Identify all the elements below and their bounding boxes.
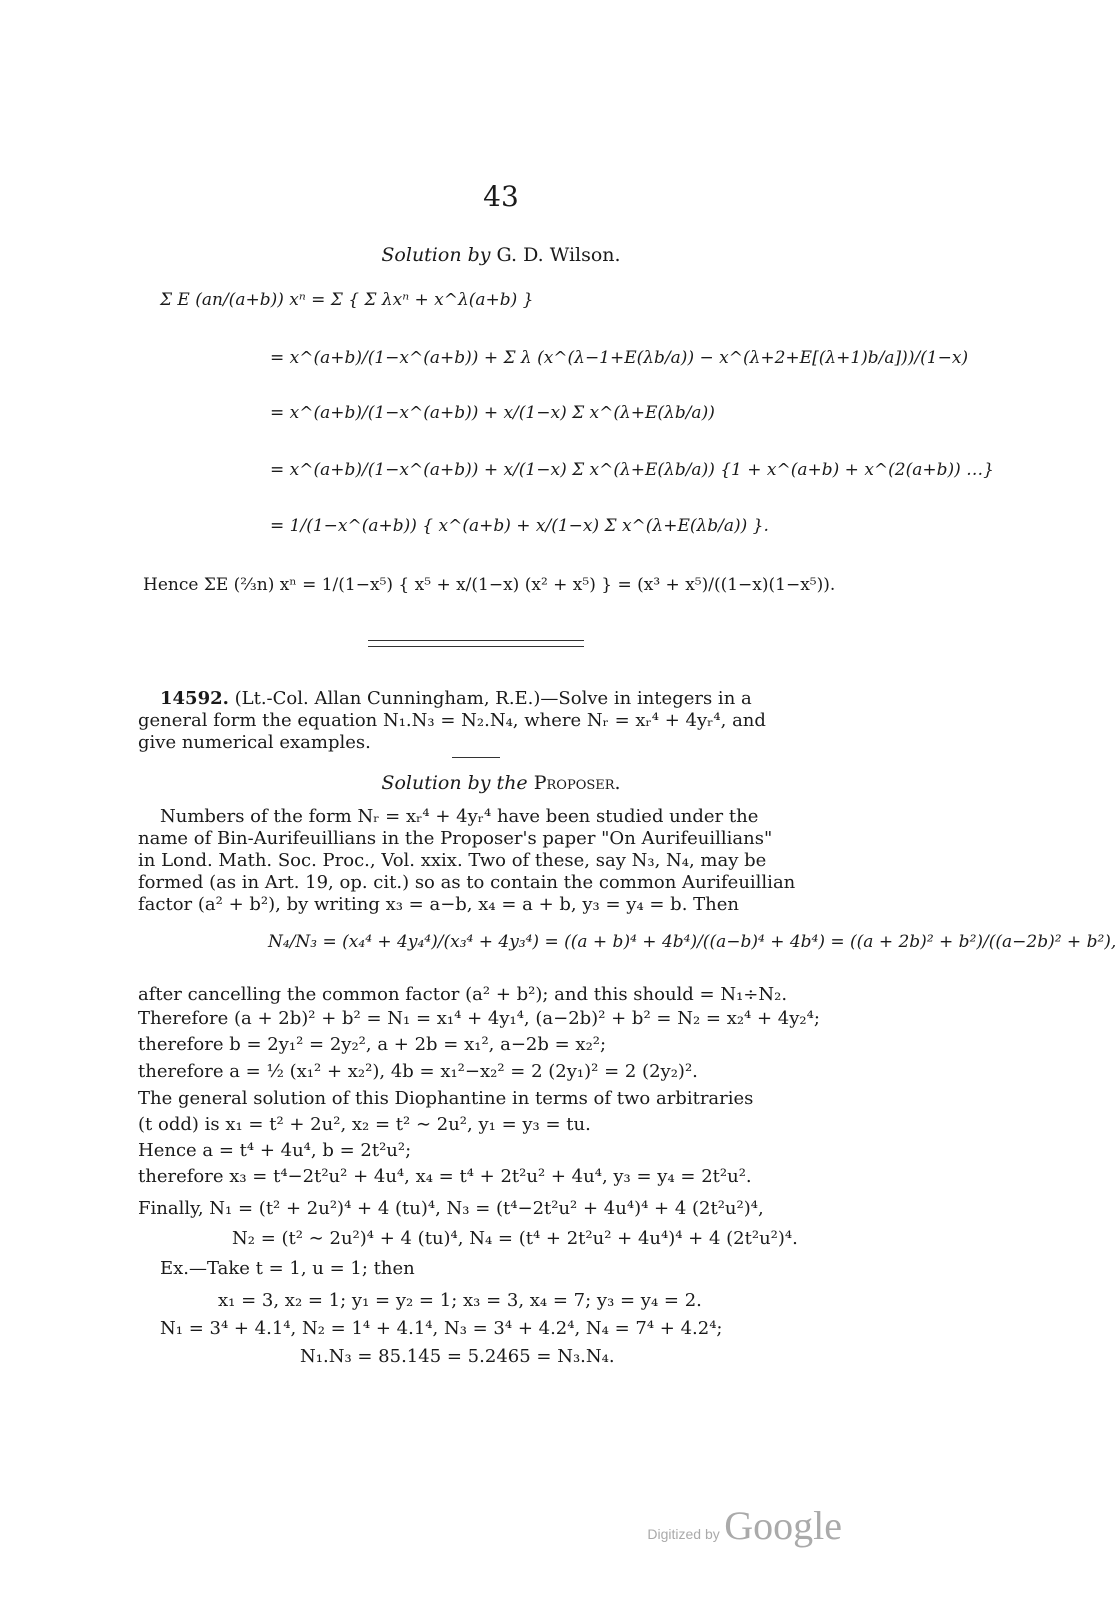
body-line: name of Bin-Aurifeuillians in the Proposer's paper "On Aurifeuillians" (138, 828, 773, 849)
problem-statement-line-2: general form the equation N₁.N₃ = N₂.N₄, where Nᵣ = xᵣ⁴ + 4yᵣ⁴, and (138, 710, 766, 731)
problem-statement-line-3: give numerical examples. (138, 732, 371, 753)
section-divider-2 (368, 646, 584, 647)
body-line: formed (as in Art. 19, op. cit.) so as to contain the common Aurifeuillian (138, 872, 796, 893)
heading-author: Proposer. (533, 772, 621, 794)
heading-prefix: Solution by (381, 244, 491, 266)
example-product: N₁.N₃ = 85.145 = 5.2465 = N₃.N₄. (300, 1346, 615, 1367)
body-line: after cancelling the common factor (a² + b²); and this should = N₁÷N₂. (138, 984, 788, 1005)
ratio-equation: N₄/N₃ = (x₄⁴ + 4y₄⁴)/(x₃⁴ + 4y₃⁴) = ((a + b)⁴ + 4b⁴)/((a−b)⁴ + 4b⁴) = ((a + 2b)² + b²)/((a−2b)² + b²), (268, 932, 1116, 952)
example-n-values: N₁ = 3⁴ + 4.1⁴, N₂ = 1⁴ + 4.1⁴, N₃ = 3⁴ + 4.2⁴, N₄ = 7⁴ + 4.2⁴; (160, 1318, 723, 1339)
body-line: The general solution of this Diophantine in terms of two arbitraries (138, 1088, 754, 1109)
short-divider (452, 757, 500, 758)
body-line: in Lond. Math. Soc. Proc., Vol. xxix. Two of these, say N₃, N₄, may be (138, 850, 767, 871)
hence-result: Hence ΣE (⅔n) xⁿ = 1/(1−x⁵) { x⁵ + x/(1−x) (x² + x⁵) } = (x³ + x⁵)/((1−x)(1−x⁵)). (143, 575, 836, 595)
body-line: Hence a = t⁴ + 4u⁴, b = 2t²u²; (138, 1140, 412, 1161)
digitized-watermark (647, 1502, 842, 1549)
body-line: therefore a = ½ (x₁² + x₂²), 4b = x₁²−x₂² = 2 (2y₁)² = 2 (2y₂)². (138, 1061, 698, 1082)
example-values: x₁ = 3, x₂ = 1; y₁ = y₂ = 1; x₃ = 3, x₄ = 7; y₃ = y₄ = 2. (218, 1290, 702, 1311)
equation-line-1: Σ E (an/(a+b)) xⁿ = Σ { Σ λxⁿ + x^λ(a+b) } (160, 290, 534, 310)
heading-prefix: Solution by the (381, 772, 528, 794)
solution-heading-wilson (0, 244, 1002, 266)
example-heading: Ex.—Take t = 1, u = 1; then (160, 1258, 415, 1279)
page-number: 43 (483, 180, 519, 213)
solution-heading-proposer (0, 772, 1002, 794)
section-divider (368, 640, 584, 641)
equation-line-3: = x^(a+b)/(1−x^(a+b)) + x/(1−x) Σ x^(λ+E(λb/a)) (270, 403, 715, 423)
watermark-prefix: Digitized by (647, 1526, 720, 1542)
heading-author: G. D. Wilson. (496, 244, 621, 266)
body-line: Finally, N₁ = (t² + 2u²)⁴ + 4 (tu)⁴, N₃ = (t⁴−2t²u² + 4u⁴)⁴ + 4 (2t²u²)⁴, (138, 1198, 764, 1219)
body-line: therefore b = 2y₁² = 2y₂², a + 2b = x₁², a−2b = x₂²; (138, 1034, 607, 1055)
google-logo: Google (724, 1503, 842, 1548)
problem-statement-line-1 (160, 688, 752, 709)
body-line: (t odd) is x₁ = t² + 2u², x₂ = t² ∼ 2u², y₁ = y₃ = tu. (138, 1114, 591, 1135)
body-line: N₂ = (t² ∼ 2u²)⁴ + 4 (tu)⁴, N₄ = (t⁴ + 2t²u² + 4u⁴)⁴ + 4 (2t²u²)⁴. (232, 1228, 798, 1249)
body-line: therefore x₃ = t⁴−2t²u² + 4u⁴, x₄ = t⁴ + 2t²u² + 4u⁴, y₃ = y₄ = 2t²u². (138, 1166, 752, 1187)
body-line: Numbers of the form Nᵣ = xᵣ⁴ + 4yᵣ⁴ have been studied under the (160, 806, 759, 827)
problem-number: 14592. (160, 688, 229, 709)
equation-line-5: = 1/(1−x^(a+b)) { x^(a+b) + x/(1−x) Σ x^(λ+E(λb/a)) }. (270, 516, 769, 536)
problem-proposer: (Lt.-Col. Allan Cunningham, R.E.)—Solve in integers in a (234, 688, 752, 709)
body-line: factor (a² + b²), by writing x₃ = a−b, x₄ = a + b, y₃ = y₄ = b. Then (138, 894, 739, 915)
body-line: Therefore (a + 2b)² + b² = N₁ = x₁⁴ + 4y₁⁴, (a−2b)² + b² = N₂ = x₂⁴ + 4y₂⁴; (138, 1008, 820, 1029)
equation-line-4: = x^(a+b)/(1−x^(a+b)) + x/(1−x) Σ x^(λ+E(λb/a)) {1 + x^(a+b) + x^(2(a+b)) …} (270, 460, 994, 480)
equation-line-2: = x^(a+b)/(1−x^(a+b)) + Σ λ (x^(λ−1+E(λb/a)) − x^(λ+2+E[(λ+1)b/a]))/(1−x) (270, 348, 969, 368)
